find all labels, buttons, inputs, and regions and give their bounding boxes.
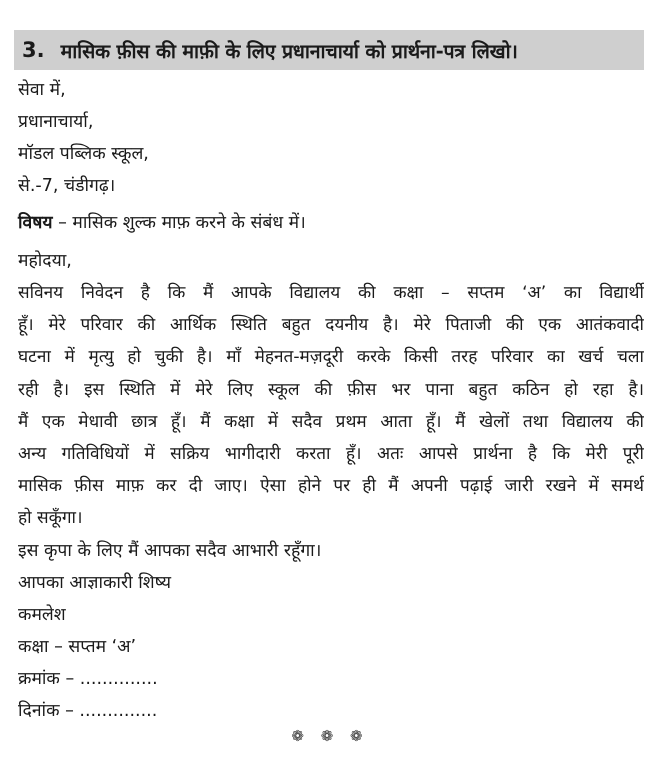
address-line-1: सेवा में, — [18, 80, 66, 100]
flower-ornament-icon: ❁ ❁ ❁ — [291, 727, 369, 745]
question-number: 3. — [22, 38, 45, 62]
closing-line: इस कृपा के लिए मैं आपका सदैव आभारी रहूँगा। — [18, 540, 322, 561]
subject-line — [18, 207, 644, 239]
salutation: महोदया, — [18, 251, 72, 271]
date-line: दिनांक – .............. — [18, 700, 158, 721]
body-line-7: मासिक फ़ीस माफ़ कर दी जाए। ऐसा होने पर ही मैं अपनी पढ़ाई जारी रखने में समर्थ — [18, 476, 644, 497]
body-line-3: घटना में मृत्यु हो चुकी है। माँ मेहनत-मज़दूरी करके किसी तरह परिवार का खर्च चला — [18, 347, 644, 368]
address-line-2: प्रधानाचार्या, — [18, 112, 94, 132]
body-line-4: रही है। इस स्थिति में मेरे लिए स्कूल की फ़ीस भर पाना बहुत कठिन हो रहा है। — [18, 379, 644, 400]
address-line-3: मॉडल पब्लिक स्कूल, — [18, 144, 149, 164]
subject-label: विषय — [18, 213, 53, 233]
body-line-1: सविनय निवेदन है कि मैं आपके विद्यालय की कक्षा – सप्तम ‘अ’ का विद्यार्थी — [18, 283, 644, 303]
signoff-line: आपका आज्ञाकारी शिष्य — [18, 572, 172, 593]
class-line: कक्षा – सप्तम ‘अ’ — [18, 636, 137, 657]
body-line-6: अन्य गतिविधियों में सक्रिय भागीदारी करता हूँ। अतः आपसे प्रार्थना है कि मेरी पूरी — [18, 443, 644, 464]
body-line-8: हो सकूँगा। — [18, 508, 83, 529]
question-text: मासिक फ़ीस की माफ़ी के लिए प्रधानाचार्या को प्रार्थना-पत्र लिखो। — [60, 39, 518, 63]
letter-body — [18, 74, 644, 727]
address-line-4: से.-7, चंडीगढ़। — [18, 176, 116, 196]
sender-name: कमलेश — [18, 604, 66, 625]
question-heading — [14, 30, 644, 70]
body-line-5: मैं एक मेधावी छात्र हूँ। मैं कक्षा में सदैव प्रथम आता हूँ। मैं खेलों तथा विद्यालय की — [18, 411, 644, 432]
roll-number-line: क्रमांक – .............. — [18, 668, 158, 689]
body-line-2: हूँ। मेरे परिवार की आर्थिक स्थिति बहुत दयनीय है। मेरे पिताजी की एक आतंकवादी — [18, 315, 644, 336]
subject-text: – मासिक शुल्क माफ़ करने के संबंध में। — [52, 213, 306, 233]
